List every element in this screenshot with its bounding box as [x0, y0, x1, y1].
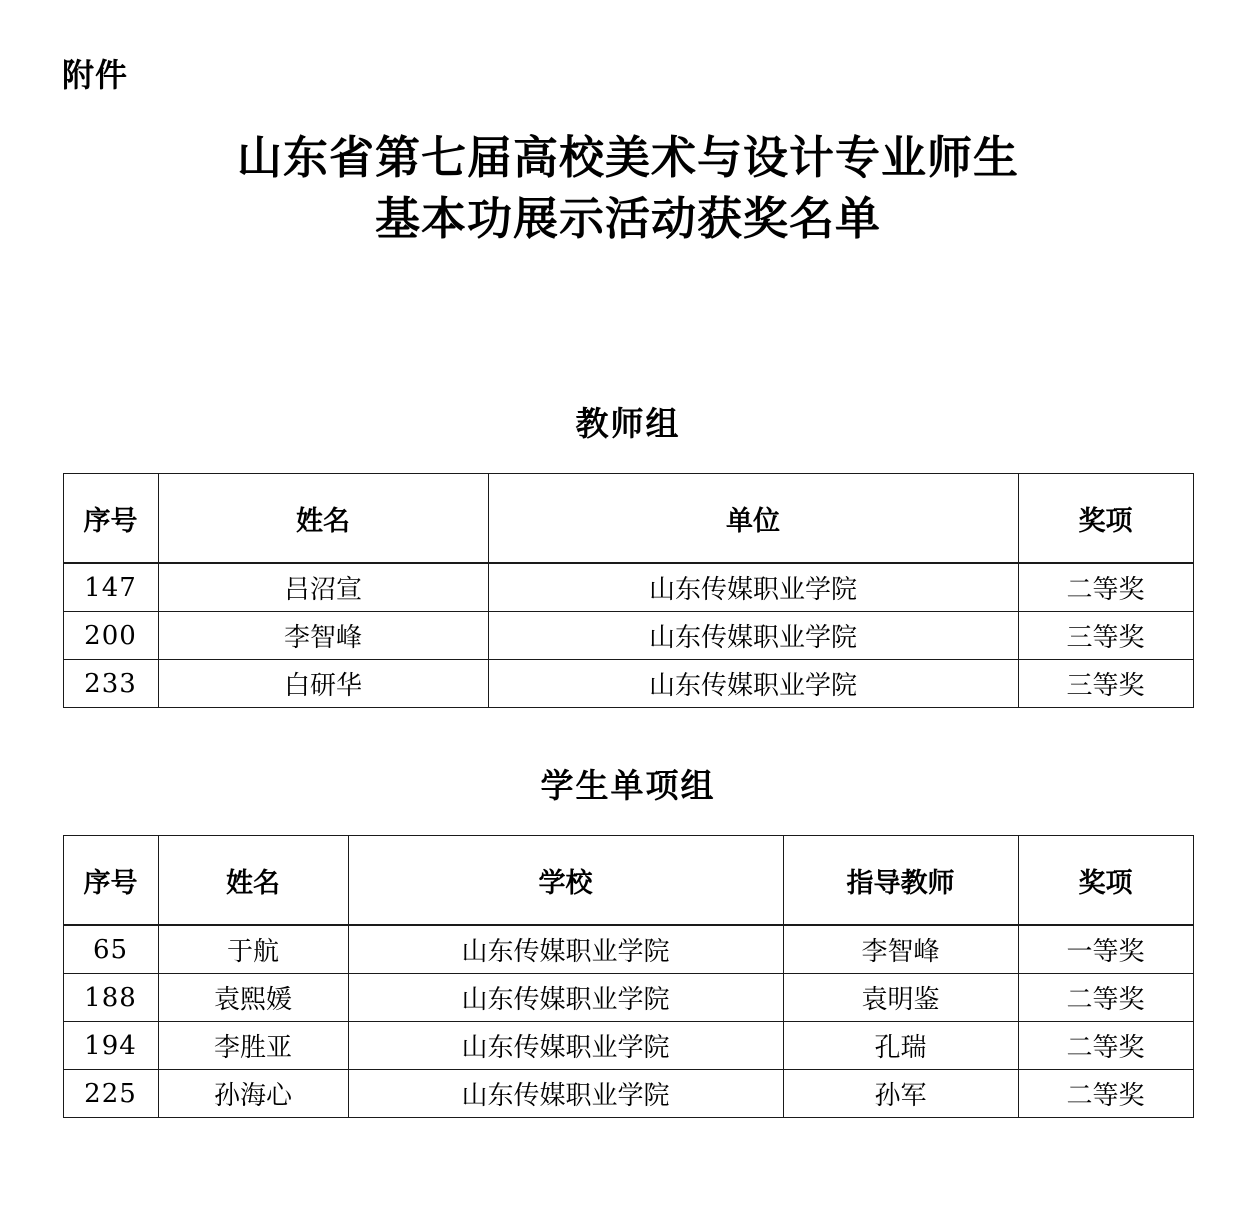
table-row [63, 974, 1193, 1022]
cell-award: 一等奖 [1018, 925, 1193, 974]
attachment-label: 附件 [62, 56, 129, 94]
cell-name: 吕沼宣 [158, 563, 488, 612]
table-row [63, 563, 1193, 612]
column-header-award: 奖项 [1018, 474, 1193, 564]
teacher-group-section [0, 398, 1256, 708]
column-header-name: 姓名 [158, 836, 348, 926]
table-row [63, 1022, 1193, 1070]
table-row [63, 925, 1193, 974]
page-title [0, 128, 1256, 250]
cell-name: 白研华 [158, 660, 488, 708]
cell-name: 李智峰 [158, 612, 488, 660]
student-group-section [0, 760, 1256, 1118]
cell-school: 山东传媒职业学院 [348, 1022, 783, 1070]
column-header-index: 序号 [63, 474, 158, 564]
cell-advisor: 孙军 [783, 1070, 1018, 1118]
table-row [63, 612, 1193, 660]
column-header-name: 姓名 [158, 474, 488, 564]
cell-advisor: 孔瑞 [783, 1022, 1018, 1070]
cell-school: 山东传媒职业学院 [348, 925, 783, 974]
cell-award: 二等奖 [1018, 974, 1193, 1022]
cell-index: 225 [63, 1070, 158, 1118]
cell-index: 233 [63, 660, 158, 708]
cell-advisor: 袁明鉴 [783, 974, 1018, 1022]
page-title-line-1: 山东省第七届高校美术与设计专业师生 [236, 131, 1019, 184]
column-header-advisor: 指导教师 [783, 836, 1018, 926]
column-header-index: 序号 [63, 836, 158, 926]
teacher-award-table [63, 473, 1194, 708]
cell-index: 194 [63, 1022, 158, 1070]
cell-unit: 山东传媒职业学院 [488, 563, 1018, 612]
cell-award: 二等奖 [1018, 1070, 1193, 1118]
cell-index: 147 [63, 563, 158, 612]
table-row [63, 660, 1193, 708]
student-group-heading: 学生单项组 [540, 766, 716, 805]
cell-award: 三等奖 [1018, 660, 1193, 708]
cell-award: 二等奖 [1018, 1022, 1193, 1070]
cell-name: 袁熙媛 [158, 974, 348, 1022]
cell-name: 孙海心 [158, 1070, 348, 1118]
cell-name: 李胜亚 [158, 1022, 348, 1070]
page-title-line-2: 基本功展示活动获奖名单 [374, 191, 881, 245]
table-header-row [63, 474, 1193, 564]
cell-award: 二等奖 [1018, 563, 1193, 612]
teacher-group-heading: 教师组 [575, 404, 681, 443]
table-row [63, 1070, 1193, 1118]
cell-school: 山东传媒职业学院 [348, 1070, 783, 1118]
table-header-row [63, 836, 1193, 926]
student-award-table [63, 835, 1194, 1118]
cell-name: 于航 [158, 925, 348, 974]
column-header-unit: 单位 [488, 474, 1018, 564]
column-header-award: 奖项 [1018, 836, 1193, 926]
cell-index: 188 [63, 974, 158, 1022]
cell-unit: 山东传媒职业学院 [488, 612, 1018, 660]
cell-school: 山东传媒职业学院 [348, 974, 783, 1022]
cell-index: 200 [63, 612, 158, 660]
cell-index: 65 [63, 925, 158, 974]
cell-unit: 山东传媒职业学院 [488, 660, 1018, 708]
cell-award: 三等奖 [1018, 612, 1193, 660]
column-header-school: 学校 [348, 836, 783, 926]
cell-advisor: 李智峰 [783, 925, 1018, 974]
